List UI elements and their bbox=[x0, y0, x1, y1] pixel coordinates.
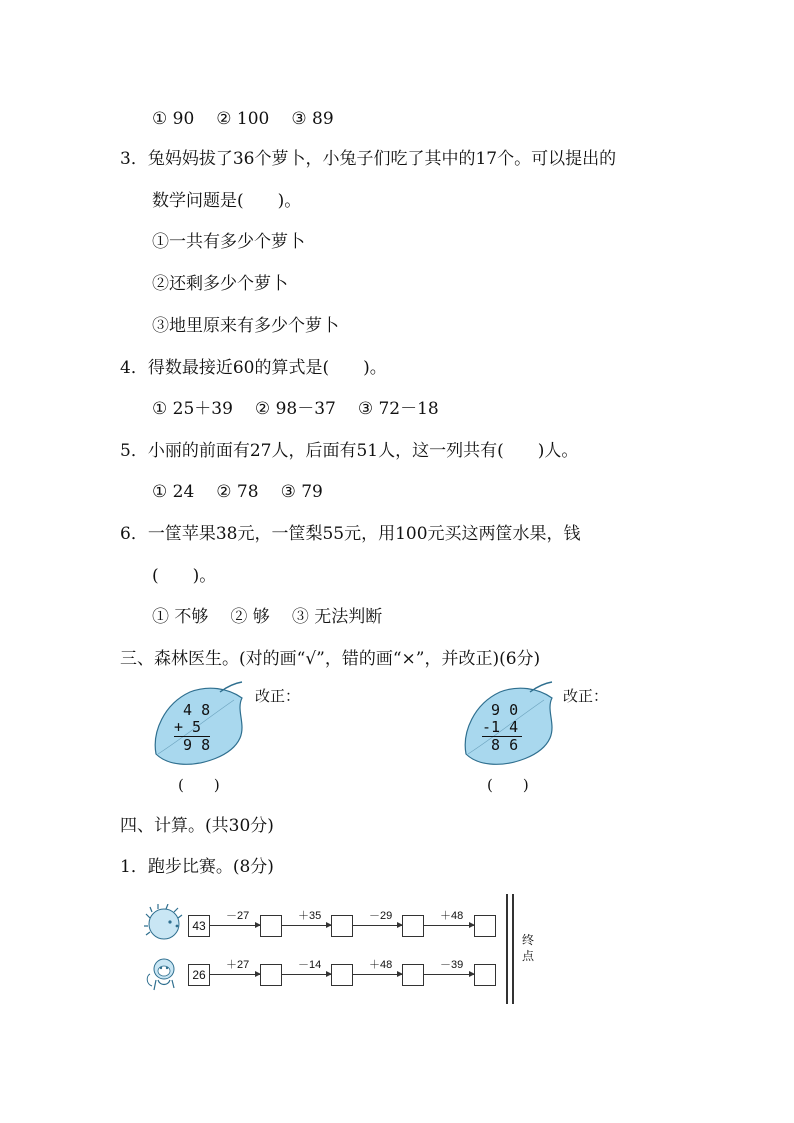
race-answer-box[interactable] bbox=[260, 964, 282, 986]
finish-label: 终点 bbox=[522, 933, 535, 963]
q4-option-1: ① 25＋39 bbox=[152, 399, 233, 419]
q5-option-3: ③ 79 bbox=[280, 482, 323, 502]
q6-option-3: ③ 无法判断 bbox=[291, 607, 383, 627]
finish-line bbox=[512, 894, 514, 1004]
vertical-problem-1 bbox=[174, 702, 210, 754]
q3-stem-line2: 数学问题是( )。 bbox=[152, 191, 302, 211]
race-answer-box[interactable] bbox=[402, 964, 424, 986]
q4-options bbox=[152, 398, 439, 420]
q3-stem-line1: 3．兔妈妈拔了36个萝卜，小兔子们吃了其中的17个。可以提出的 bbox=[120, 149, 617, 169]
arrow-icon bbox=[282, 974, 331, 975]
race-op: －29 bbox=[369, 910, 393, 922]
race-answer-box[interactable] bbox=[331, 964, 353, 986]
section4-heading: 四、计算。(共30分) bbox=[120, 816, 274, 836]
race-answer-box[interactable] bbox=[402, 915, 424, 937]
race-op: －14 bbox=[298, 959, 322, 971]
q4-option-3: ③ 72－18 bbox=[357, 399, 439, 419]
answer-paren-2[interactable]: ( ) bbox=[487, 776, 529, 794]
q2-option-2: ② 100 bbox=[216, 109, 270, 129]
q2-options bbox=[152, 108, 334, 130]
problem2-row2: -1 4 bbox=[482, 719, 522, 737]
race-start-box-1: 43 bbox=[188, 915, 210, 937]
q2-option-1: ① 90 bbox=[152, 109, 195, 129]
q3-option-2: ②还剩多少个萝卜 bbox=[152, 274, 288, 294]
race-op: ＋35 bbox=[298, 910, 322, 922]
arrow-icon bbox=[424, 925, 474, 926]
arrow-icon bbox=[353, 974, 402, 975]
race-op: ＋48 bbox=[440, 910, 464, 922]
arrow-icon bbox=[353, 925, 402, 926]
q6-options bbox=[152, 606, 382, 628]
q4-stem: 4．得数最接近60的算式是( )。 bbox=[120, 358, 387, 378]
q6-stem-line1: 6．一筐苹果38元，一筐梨55元，用100元买这两筐水果，钱 bbox=[120, 524, 581, 544]
answer-paren-1[interactable]: ( ) bbox=[178, 776, 220, 794]
race-op: ＋27 bbox=[226, 959, 250, 971]
hedgehog-icon bbox=[144, 904, 184, 944]
section3-heading: 三、森林医生。(对的画“√”，错的画“×”，并改正)(6分) bbox=[120, 649, 541, 669]
q6-option-1: ① 不够 bbox=[152, 607, 209, 627]
arrow-icon bbox=[210, 925, 260, 926]
q3-option-1: ①一共有多少个萝卜 bbox=[152, 232, 305, 252]
section4-q1: 1．跑步比赛。(8分) bbox=[120, 857, 274, 877]
vertical-problem-2 bbox=[482, 702, 522, 754]
q6-option-2: ② 够 bbox=[230, 607, 270, 627]
race-op: －39 bbox=[440, 959, 464, 971]
race-answer-box[interactable] bbox=[260, 915, 282, 937]
race-op: ＋48 bbox=[369, 959, 393, 971]
arrow-icon bbox=[210, 974, 260, 975]
q5-options bbox=[152, 481, 323, 503]
leaf-problem-1 bbox=[150, 680, 250, 770]
race-op: －27 bbox=[226, 910, 250, 922]
correction-label-1: 改正： bbox=[255, 687, 301, 705]
race-answer-box[interactable] bbox=[331, 915, 353, 937]
correction-label-2: 改正： bbox=[563, 687, 609, 705]
arrow-icon bbox=[282, 925, 331, 926]
race-answer-box[interactable] bbox=[474, 964, 496, 986]
q3-option-3: ③地里原来有多少个萝卜 bbox=[152, 316, 339, 336]
race-start-box-2: 26 bbox=[188, 964, 210, 986]
race-diagram bbox=[140, 890, 560, 1010]
problem1-row2: + 5 bbox=[174, 719, 210, 737]
finish-line bbox=[506, 894, 508, 1004]
q5-stem: 5．小丽的前面有27人，后面有51人，这一列共有( )人。 bbox=[120, 441, 579, 461]
q6-stem-line2: ( )。 bbox=[152, 566, 217, 586]
q5-option-1: ① 24 bbox=[152, 482, 195, 502]
problem1-row1: 4 8 bbox=[174, 701, 211, 719]
leaf-problem-2 bbox=[460, 680, 560, 770]
race-answer-box[interactable] bbox=[474, 915, 496, 937]
arrow-icon bbox=[424, 974, 474, 975]
q4-option-2: ② 98－37 bbox=[254, 399, 336, 419]
q2-option-3: ③ 89 bbox=[291, 109, 334, 129]
q5-option-2: ② 78 bbox=[216, 482, 259, 502]
monkey-icon bbox=[144, 956, 184, 996]
problem1-row3: 9 8 bbox=[174, 736, 211, 754]
problem2-row3: 8 6 bbox=[482, 736, 519, 754]
problem2-row1: 9 0 bbox=[482, 701, 519, 719]
